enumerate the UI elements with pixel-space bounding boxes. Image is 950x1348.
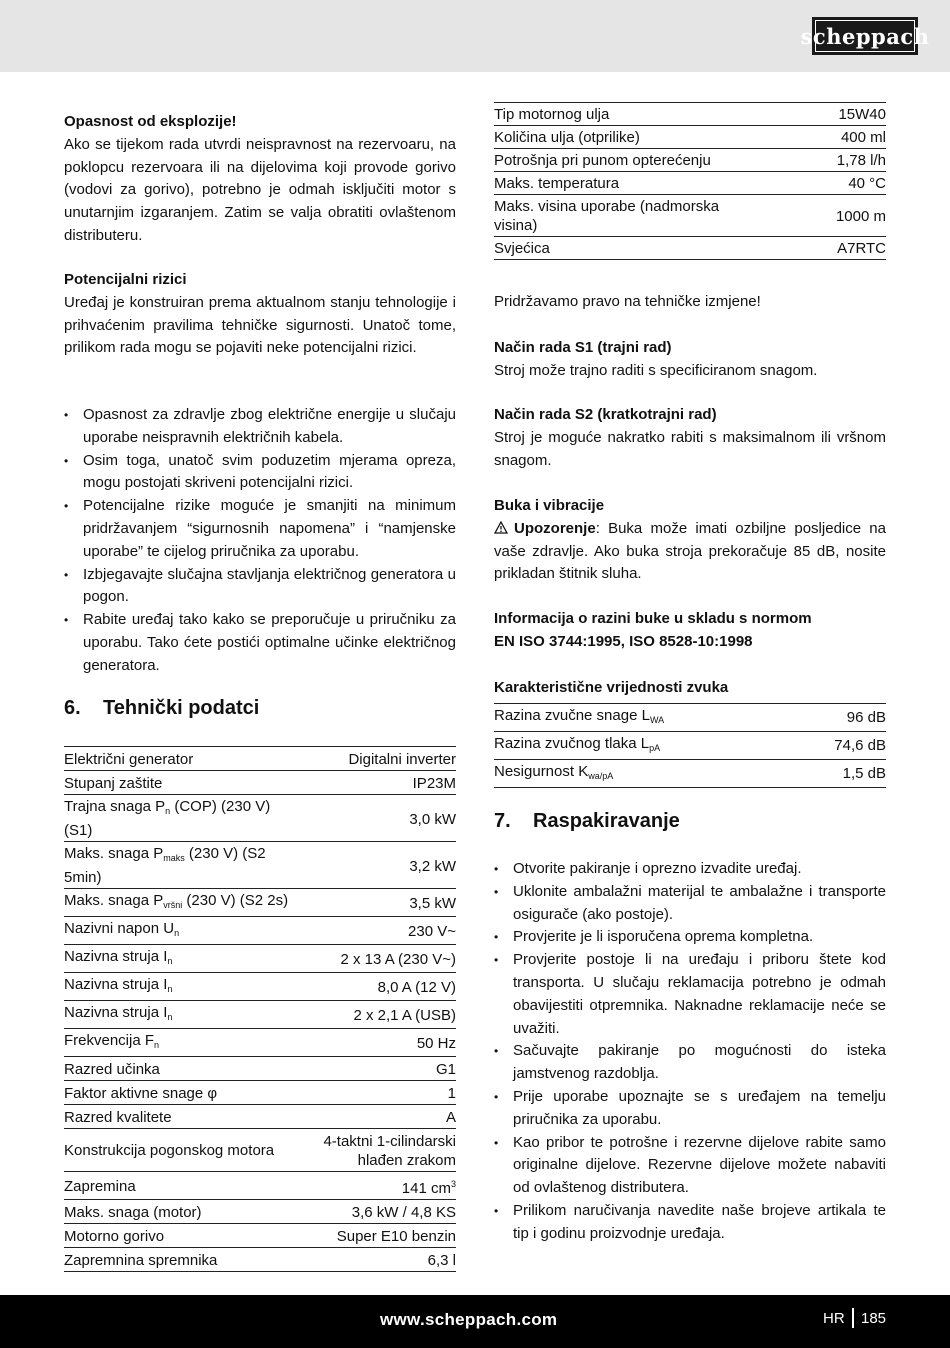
section-title: Tehnički podatci [103,697,260,719]
spec-value: G1 [302,1057,456,1081]
footer-bar [0,1295,950,1348]
warning-label: Upozorenje [514,519,596,537]
risks-section [64,269,456,360]
spec-value: 3,6 kW / 4,8 KS [302,1200,456,1224]
list-item: • Prije uporabe upoznajte se s uređajem na temelju priručnika za uporabu. [494,1086,886,1132]
spec-value: IP23M [302,771,456,795]
spec-label: Zapremina [64,1172,302,1200]
list-item: • Otvorite pakiranje i oprezno izvadite uređaj. [494,858,886,881]
spec-value: 230 V~ [302,917,456,945]
spec-label: Trajna snaga $P_n$ (COP) (230 V) (S1) [64,795,302,842]
section-number: 7. [494,810,511,832]
spec-value: 3,5 kW [302,889,456,917]
spec-value: 1,78 l/h [744,149,886,172]
spec-value: 3,2 kW [302,842,456,889]
table-row [64,1029,456,1057]
table-row [494,731,886,759]
engine-spec-table [494,102,886,260]
explosion-title: Opasnost od eksplozije! [64,113,237,130]
spec-label: Zapremnina spremnika [64,1248,302,1272]
spec-label: Maks. snaga $P_{vršni}$ (230 V) (S2 2s) [64,889,302,917]
spec-value: 141 $cm^3$ [302,1172,456,1200]
table-row [64,1224,456,1248]
table-row [64,945,456,973]
scheppach-logo: scheppach [812,17,918,55]
spec-label: Konstrukcija pogonskog motora [64,1129,302,1172]
list-item: • Kao pribor te potrošne i rezervne dijelove rabite samo originalne dijelove. Rezervne dijelove možete nabaviti od ovlaštenog distributera. [494,1132,886,1200]
spec-value: 1,5 dB [795,759,886,787]
spec-label: Nazivna struja $I_n$ [64,1001,302,1029]
s2-section [494,404,886,472]
table-row [64,1172,456,1200]
s1-section [494,337,886,383]
spec-label: Razred učinka [64,1057,302,1081]
table-row [64,1057,456,1081]
noise-title: Buka i vibracije [494,497,605,514]
noise-info [494,608,886,654]
table-row [64,1081,456,1105]
left-column [64,0,456,1290]
table-row [494,172,886,195]
table-row [64,1248,456,1272]
list-item: • Osim toga, unatoč svim poduzetim mjerama opreza, mogu postojati skriveni potencijalni rizici. [64,450,456,496]
spec-value: A7RTC [744,237,886,260]
table-row [64,795,456,842]
explosion-section [64,111,456,248]
s1-text: Stroj može trajno raditi s specificiranom snagom. [494,361,818,379]
website-link[interactable]: www.scheppach.com [380,1310,558,1329]
section-title: Raspakiravanje [533,810,680,832]
noise-info-line2: EN ISO 3744:1995, ISO 8528-10:1998 [494,632,753,650]
section-number: 6. [64,697,81,719]
table-row [494,195,886,237]
reserve-note [494,291,886,314]
risks-title: Potencijalni rizici [64,271,187,288]
footer-divider [852,1308,854,1328]
warning-text: : Buka može imati ozbiljne posljedice na vaše zdravlje. Ako buka stroja prekoračuje 85 dB, nosite prikladan štitnik sluha. [494,519,886,583]
sound-values [494,677,886,788]
spec-value: 2 x 2,1 A (USB) [302,1001,456,1029]
spec-label: Stupanj zaštite [64,771,302,795]
spec-label: Nesigurnost $K_{wa/pA}$ [494,759,795,787]
right-column [494,0,886,1290]
spec-value: 15W40 [744,103,886,126]
list-item: • Prilikom naručivanja navedite naše brojeve artikala te tip i godinu proizvodnje uređaja. [494,1200,886,1246]
spec-label: Razina zvučne snage $L_{WA}$ [494,703,795,731]
list-item: • Rabite uređaj tako kako se preporučuje u priručniku za uporabu. Tako ćete postići optimalne učinke električnog generatora. [64,609,456,677]
spec-value: A [302,1105,456,1129]
spec-label: Količina ulja (otprilike) [494,126,744,149]
table-row [64,747,456,771]
spec-label: Nazivna struja $I_n$ [64,945,302,973]
spec-label: Svjećica [494,237,744,260]
sound-title: Karakteristične vrijednosti zvuka [494,679,729,696]
table-row [64,842,456,889]
spec-label: Razred kvalitete [64,1105,302,1129]
list-item: • Provjerite postoje li na uređaju i priboru štete kod transporta. U slučaju reklamacija potrebno je odmah obavijestiti otpremnika. Naknadne reklamacije neće se uvažiti. [494,949,886,1040]
table-row [64,1129,456,1172]
spec-label: Maks. visina uporabe (nadmorska visina) [494,195,744,237]
spec-label: Električni generator [64,747,302,771]
page-number: 185 [861,1310,887,1327]
list-item: • Sačuvajte pakiranje po mogućnosti do isteka jamstvenog razdoblja. [494,1040,886,1086]
spec-value: 50 Hz [302,1029,456,1057]
section-6-heading [64,697,456,720]
table-row [494,237,886,260]
spec-value: 96 dB [795,703,886,731]
spec-value: 400 ml [744,126,886,149]
noise-warning [494,518,886,586]
explosion-text: Ako se tijekom rada utvrdi neispravnost na rezervoaru, na poklopcu rezervoara ili na dijelovima koji provode gorivo (vodovi za gorivo), potrebno je odmah isključiti motor s unutarnjim izgaranjem. Zatim se valja obratiti ovlaštenom distributeru. [64,135,456,244]
table-row [64,771,456,795]
table-row [64,1001,456,1029]
s1-title: Način rada S1 (trajni rad) [494,339,672,356]
language-code: HR [823,1310,845,1327]
table-row [64,917,456,945]
list-item: • Uklonite ambalažni materijal te ambalažne i transporte osigurače (ako postoje). [494,881,886,927]
table-row [64,1105,456,1129]
noise-section [494,495,886,586]
list-item: • Opasnost za zdravlje zbog električne energije u slučaju uporabe neispravnih električnih kabela. [64,404,456,450]
spec-value: Super E10 benzin [302,1224,456,1248]
spec-value: 40 °C [744,172,886,195]
table-row [494,103,886,126]
spec-label: Motorno gorivo [64,1224,302,1248]
table-row [494,759,886,787]
table-row [64,1200,456,1224]
spec-value: 1 [302,1081,456,1105]
spec-label: Razina zvučnog tlaka $L_{pA}$ [494,731,795,759]
spec-label: Potrošnja pri punom opterećenju [494,149,744,172]
spec-label: Frekvencija $F_n$ [64,1029,302,1057]
s2-text: Stroj je moguće nakratko rabiti s maksimalnom ili vršnom snagom. [494,428,886,469]
table-row [494,149,886,172]
spec-value: 3,0 kW [302,795,456,842]
spec-label: Faktor aktivne snage φ [64,1081,302,1105]
spec-label: Maks. snaga $P_{maks}$ (230 V) (S2 5min) [64,842,302,889]
spec-label: Maks. snaga (motor) [64,1200,302,1224]
table-row [494,126,886,149]
spec-value: 8,0 A (12 V) [302,973,456,1001]
table-row [64,889,456,917]
s2-title: Način rada S2 (kratkotrajni rad) [494,406,717,423]
tech-spec-table [64,746,456,1272]
list-item: • Izbjegavajte slučajna stavljanja električnog generatora u pogon. [64,564,456,610]
list-item: • Potencijalne rizike moguće je smanjiti na minimum pridržavanjem “sigurnosnih napomena” i “namjenske uporabe” te cijelog priručnika za uporabu. [64,495,456,563]
table-row [64,973,456,1001]
unpack-bullets [494,858,886,1246]
spec-value: 4-taktni 1-cilindarski hlađen zrakom [302,1129,456,1172]
spec-value: Digitalni inverter [302,747,456,771]
risks-text: Uređaj je konstruiran prema aktualnom stanju tehnologije i prihvaćenim pravilima tehničke sigurnosti. Unatoč tome, prilikom rada mogu se pojaviti neke potencijalni rizici. [64,293,456,357]
risk-bullets [64,404,456,678]
noise-info-line1: Informacija o razini buke u skladu s normom [494,610,812,627]
spec-value: 6,3 l [302,1248,456,1272]
spec-label: Tip motornog ulja [494,103,744,126]
list-item: • Provjerite je li isporučena oprema kompletna. [494,926,886,949]
warning-triangle-icon [494,521,508,534]
spec-value: 74,6 dB [795,731,886,759]
spec-value: 2 x 13 A (230 V~) [302,945,456,973]
spec-label: Nazivna struja $I_n$ [64,973,302,1001]
reserve-text: Pridržavamo pravo na tehničke izmjene! [494,293,761,310]
table-row [494,703,886,731]
spec-label: Nazivni napon $U_n$ [64,917,302,945]
section-7-heading [494,810,886,833]
spec-label: Maks. temperatura [494,172,744,195]
spec-value: 1000 m [744,195,886,237]
